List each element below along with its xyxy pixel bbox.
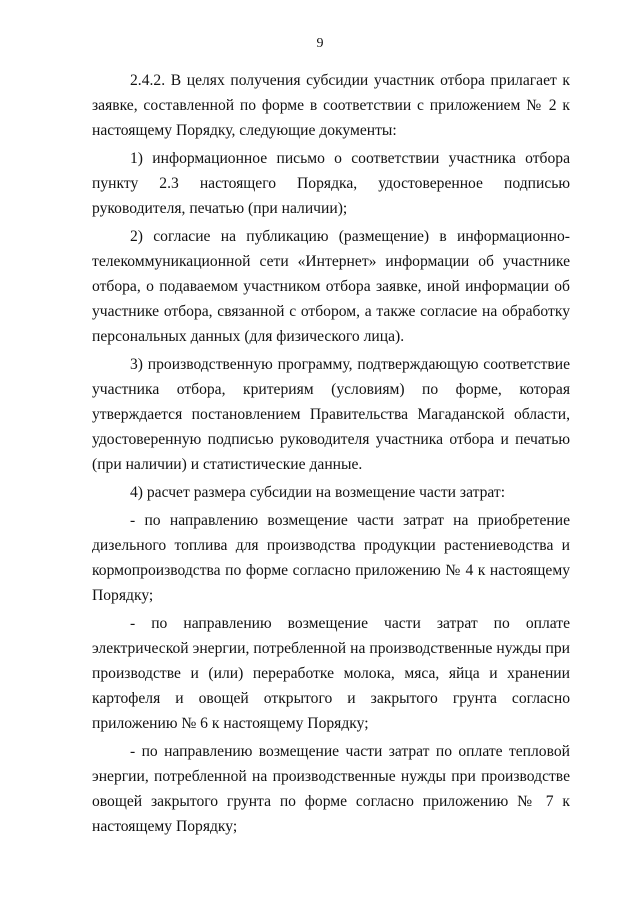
- paragraph-subitem-diesel: - по направлению возмещение части затрат на приобретение дизельного топлива для производства продукции растениеводства и кормопроизводства по форме согласно приложению № 4 к настоящему Порядку;: [92, 512, 570, 604]
- paragraph-subitem-thermal: - по направлению возмещение части затрат по оплате тепловой энергии, потребленной на производственные нужды при производстве овощей закрытого грунта по форме согласно приложению № 7 к настоящему Порядку;: [92, 743, 570, 835]
- paragraph-item-3: 3) производственную программу, подтверждающую соответствие участника отбора, критериям (условиям) по форме, которая утверждается постановлением Правительства Магаданской области, удостоверенную подписью руководителя участника отбора и печатью (при наличии) и статистические данные.: [92, 356, 570, 473]
- paragraph-2-4-2: 2.4.2. В целях получения субсидии участник отбора прилагает к заявке, составленной по форме в соответствии с приложением № 2 к настоящему Порядку, следующие документы:: [92, 72, 570, 139]
- paragraph-item-1: 1) информационное письмо о соответствии участника отбора пункту 2.3 настоящего Порядка, удостоверенное подписью руководителя, печатью (при наличии);: [92, 150, 570, 217]
- document-body: [92, 68, 570, 842]
- paragraph-item-4: 4) расчет размера субсидии на возмещение части затрат:: [130, 484, 506, 501]
- paragraph-item-2: 2) согласие на публикацию (размещение) в информационно-телекоммуникационной сети «Интернет» информации об участнике отбора, о подаваемом участником отбора заявке, иной информации об участнике отбора, связанной с отбором, а также согласие на обработку персональных данных (для физического лица).: [92, 228, 570, 345]
- paragraph-subitem-electric: - по направлению возмещение части затрат по оплате электрической энергии, потребленной на производственные нужды при производстве и (или) переработке молока, мяса, яйца и хранении картофеля и овощей открытого и закрытого грунта согласно приложению № 6 к настоящему Порядку;: [92, 615, 570, 732]
- page-number: 9: [316, 36, 324, 51]
